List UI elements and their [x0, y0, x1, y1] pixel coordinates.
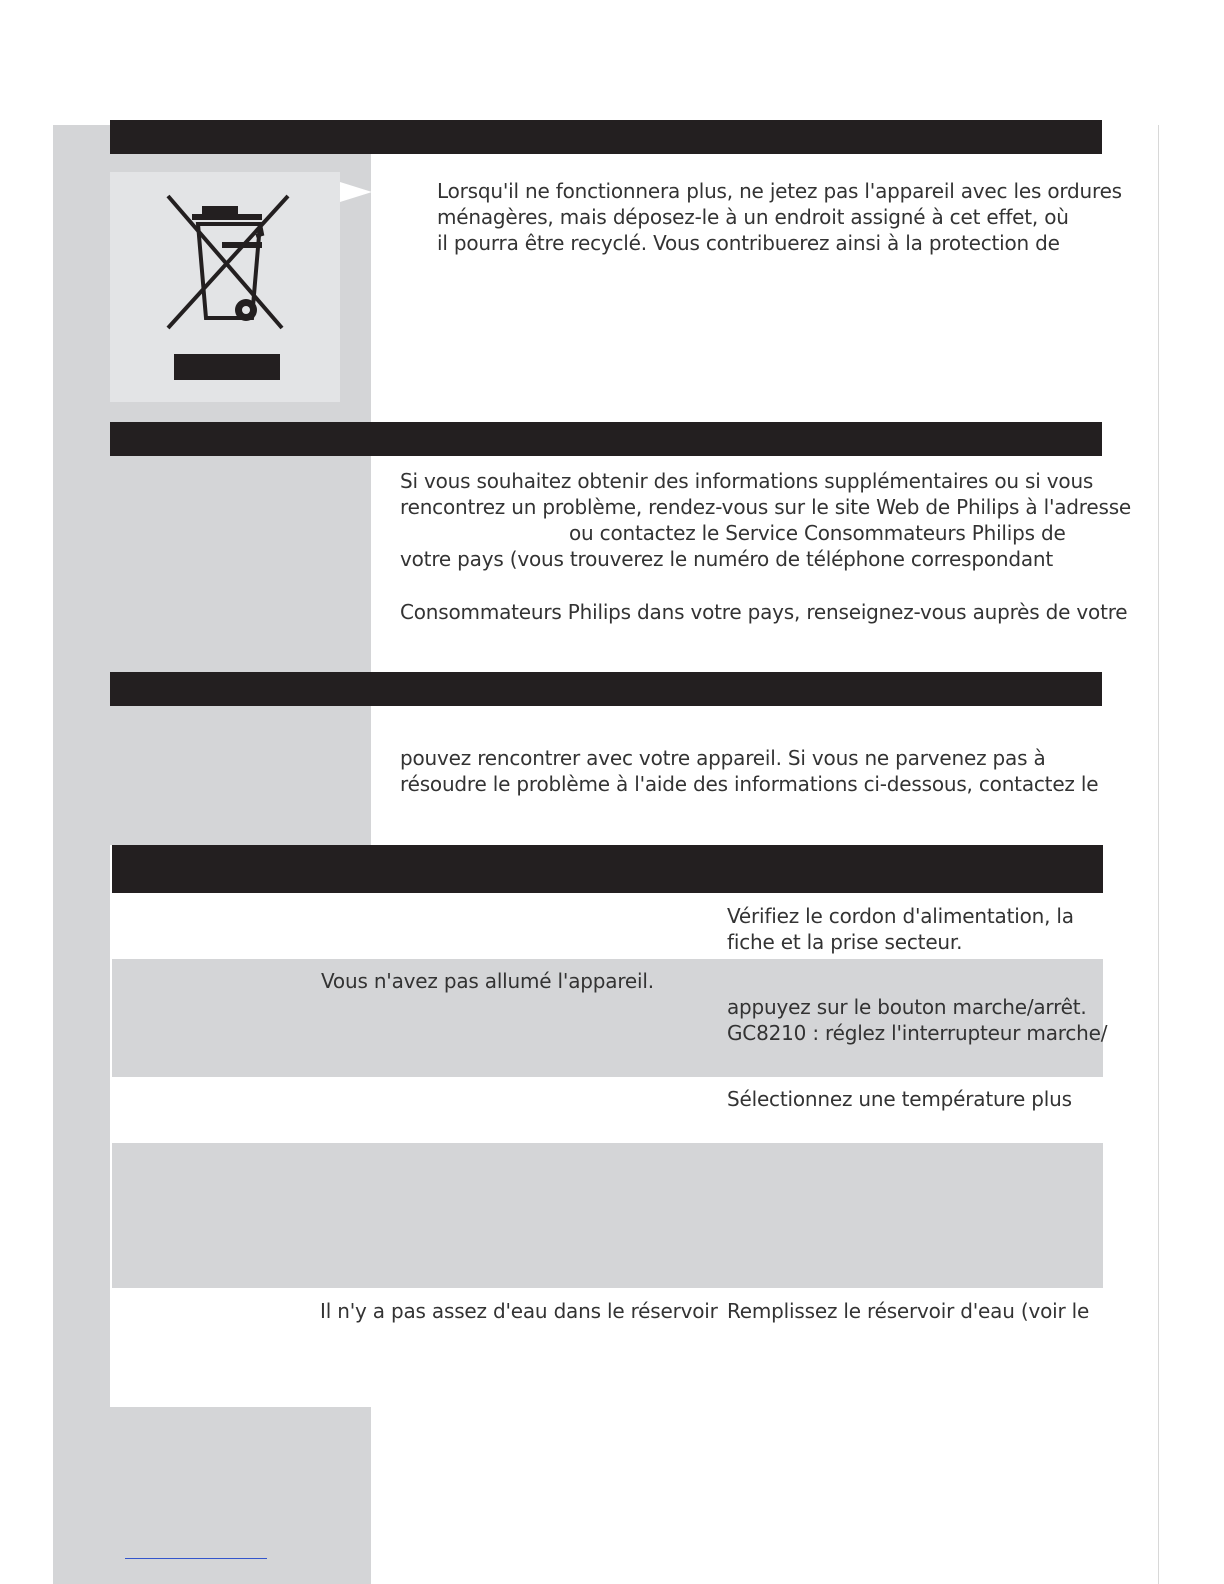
- table-row: [112, 1143, 1103, 1288]
- environment-line-2: ménagères, mais déposez-le à un endroit assigné à cet effet, où: [437, 205, 1069, 229]
- troubleshooting-line-2: résoudre le problème à l'aide des informations ci-dessous, contactez le: [400, 772, 1099, 796]
- table-row: [112, 959, 1108, 1077]
- troubleshooting-line-1: pouvez rencontrer avec votre appareil. Si vous ne parvenez pas à: [400, 746, 1046, 770]
- right-page-rule: [1158, 125, 1159, 1584]
- solution-line-2: fiche et la prise secteur.: [727, 930, 963, 954]
- guarantee-line-2: rencontrez un problème, rendez-vous sur le site Web de Philips à l'adresse: [400, 495, 1132, 519]
- guarantee-line-5: Consommateurs Philips dans votre pays, renseignez-vous auprès de votre: [400, 600, 1128, 624]
- solution-line-1: Vérifiez le cordon d'alimentation, la: [727, 904, 1074, 928]
- cause-text: Vous n'avez pas allumé l'appareil.: [321, 969, 654, 993]
- table-row: [112, 1077, 1103, 1143]
- icon-pointer: [340, 182, 372, 202]
- table-row: [112, 1288, 1103, 1407]
- environment-line-3: il pourra être recyclé. Vous contribuerez ainsi à la protection de: [437, 231, 1060, 255]
- section-header-bar-guarantee: [110, 422, 1102, 456]
- section-header-bar-environment: [110, 120, 1102, 154]
- footer-link-underline[interactable]: [125, 1558, 267, 1559]
- guarantee-line-4: votre pays (vous trouverez le numéro de téléphone correspondant: [400, 547, 1054, 571]
- guarantee-line-3: ou contactez le Service Consommateurs Philips de: [569, 521, 1066, 545]
- solution-line-1: appuyez sur le bouton marche/arrêt.: [727, 995, 1087, 1019]
- solution-line-2: GC8210 : réglez l'interrupteur marche/: [727, 1021, 1108, 1045]
- solution-line-1: Remplissez le réservoir d'eau (voir le: [727, 1299, 1090, 1323]
- guarantee-line-1: Si vous souhaitez obtenir des informations supplémentaires ou si vous: [400, 469, 1094, 493]
- section-header-bar-troubleshooting: [110, 672, 1102, 706]
- table-row: [112, 893, 1103, 959]
- recycling-icon-box: [110, 172, 340, 402]
- crossed-out-wheelie-bin-icon: [110, 172, 340, 402]
- solution-line-1: Sélectionnez une température plus: [727, 1087, 1072, 1111]
- environment-line-1: Lorsqu'il ne fonctionnera plus, ne jetez pas l'appareil avec les ordures: [437, 179, 1122, 203]
- cause-text: Il n'y a pas assez d'eau dans le réservoir: [320, 1299, 718, 1323]
- table-header-bar: [112, 845, 1103, 893]
